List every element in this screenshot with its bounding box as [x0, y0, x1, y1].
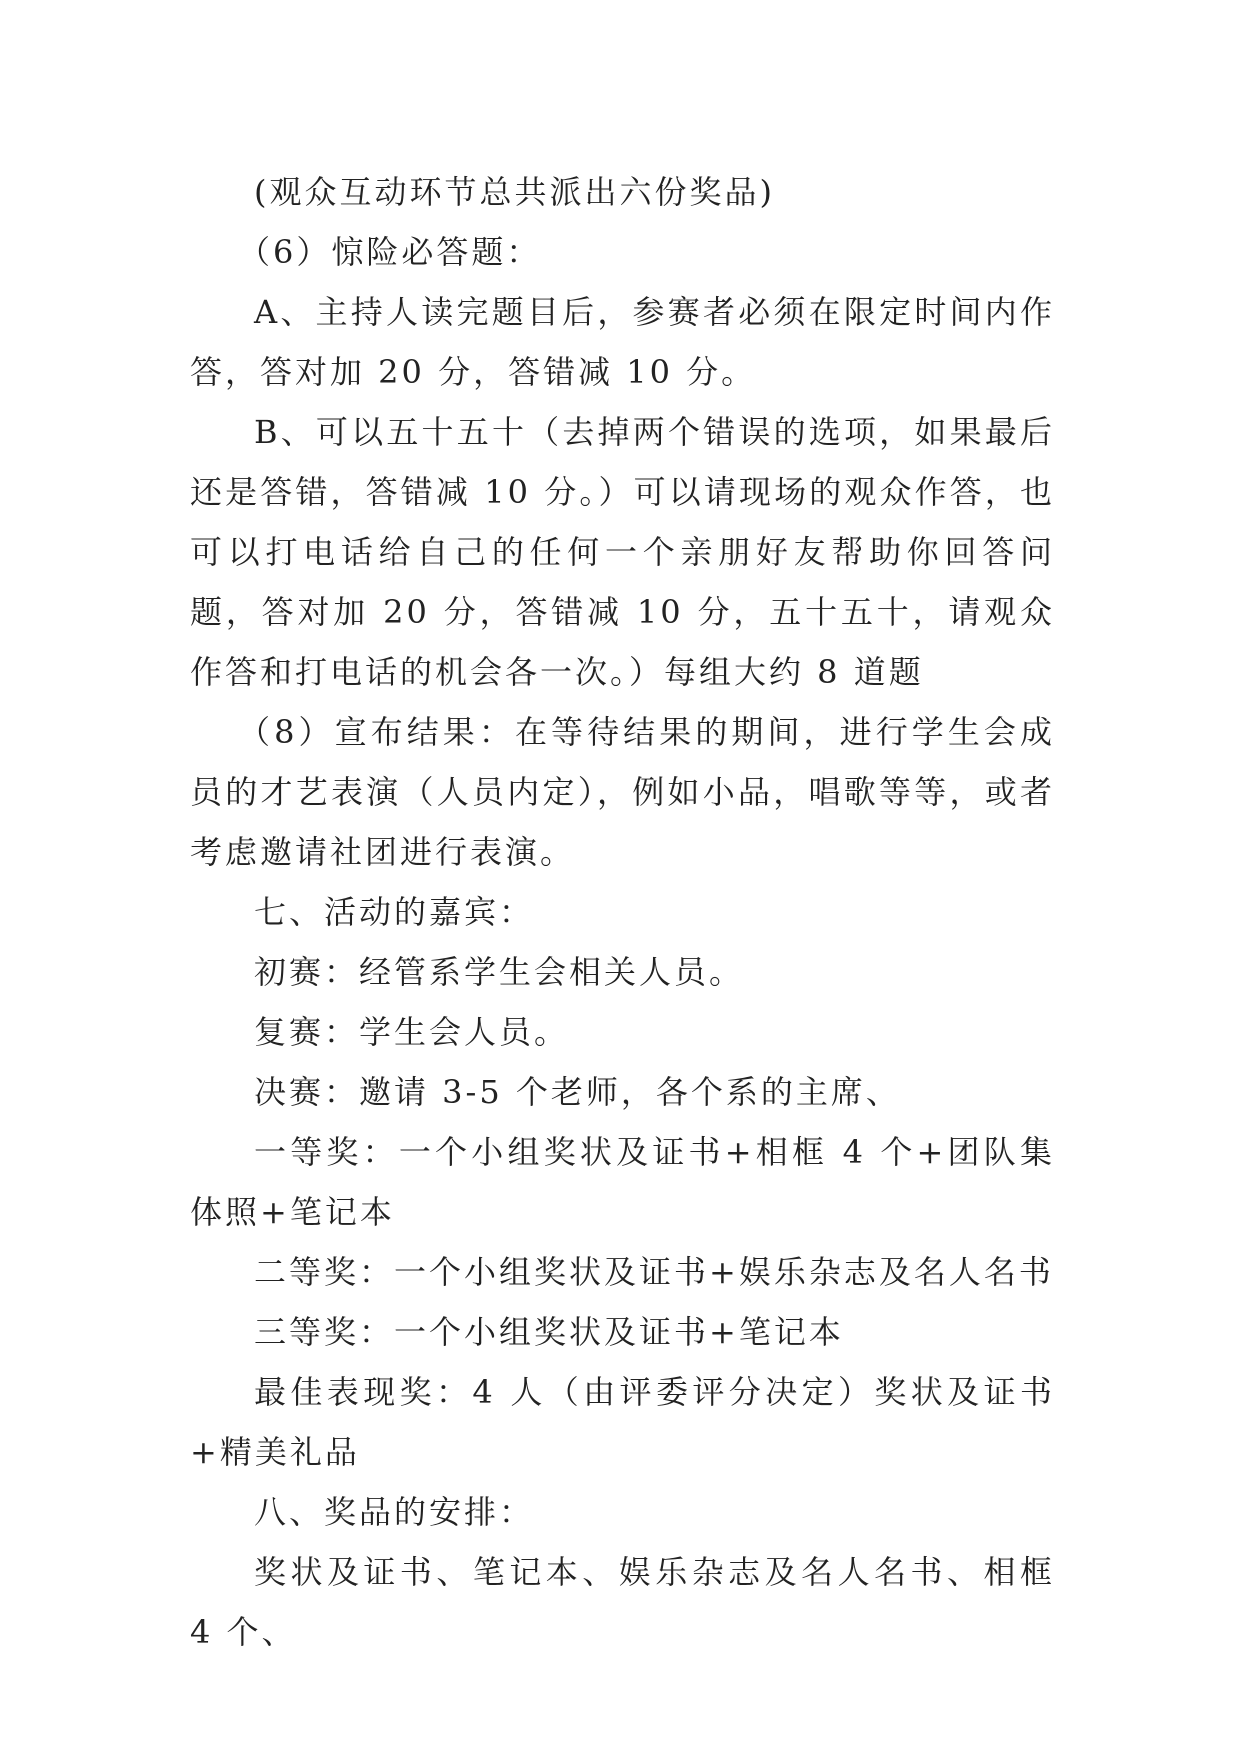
paragraph-rule-a: A、主持人读完题目后，参赛者必须在限定时间内作答，答对加 20 分，答错减 10 分。	[190, 293, 1055, 391]
paragraph-second-prize: 二等奖：一个小组奖状及证书+娱乐杂志及名人名书	[254, 1253, 1054, 1291]
paragraph-prize-list: 奖状及证书、笔记本、娱乐杂志及名人名书、相框 4 个、	[190, 1553, 1055, 1651]
paragraph-section-6-heading: （6）惊险必答题：	[238, 233, 542, 271]
paragraph-third-prize: 三等奖：一个小组奖状及证书+笔记本	[254, 1313, 844, 1351]
paragraph-preliminary-guests: 初赛：经管系学生会相关人员。	[254, 953, 745, 991]
paragraph-semifinal-guests: 复赛：学生会人员。	[254, 1013, 570, 1051]
document-body	[190, 162, 1055, 1662]
paragraph-section-8-results: （8）宣布结果：在等待结果的期间，进行学生会成员的才艺表演（人员内定），例如小品，唱歌等等，或者考虑邀请社团进行表演。	[190, 713, 1055, 871]
paragraph-section-7-heading: 七、活动的嘉宾：	[254, 893, 535, 931]
paragraph-section-8-prize-arrangement: 八、奖品的安排：	[254, 1493, 535, 1531]
paragraph-final-guests: 决赛：邀请 3-5 个老师，各个系的主席、	[254, 1073, 901, 1111]
paragraph-rule-b: B、可以五十五十（去掉两个错误的选项，如果最后还是答错，答错减 10 分。）可以请现场的观众作答，也可以打电话给自己的任何一个亲朋好友帮助你回答问题，答对加 20 分，答错减 10 分，五十五十，请观众作答和打电话的机会各一次。）每组大约 8 道题	[190, 413, 1055, 691]
paragraph-first-prize: 一等奖：一个小组奖状及证书+相框 4 个+团队集体照+笔记本	[190, 1133, 1055, 1231]
paragraph-best-performance-prize: 最佳表现奖：4 人（由评委评分决定）奖状及证书+精美礼品	[190, 1373, 1055, 1471]
paragraph-audience-prizes: (观众互动环节总共派出六份奖品)	[254, 173, 775, 211]
